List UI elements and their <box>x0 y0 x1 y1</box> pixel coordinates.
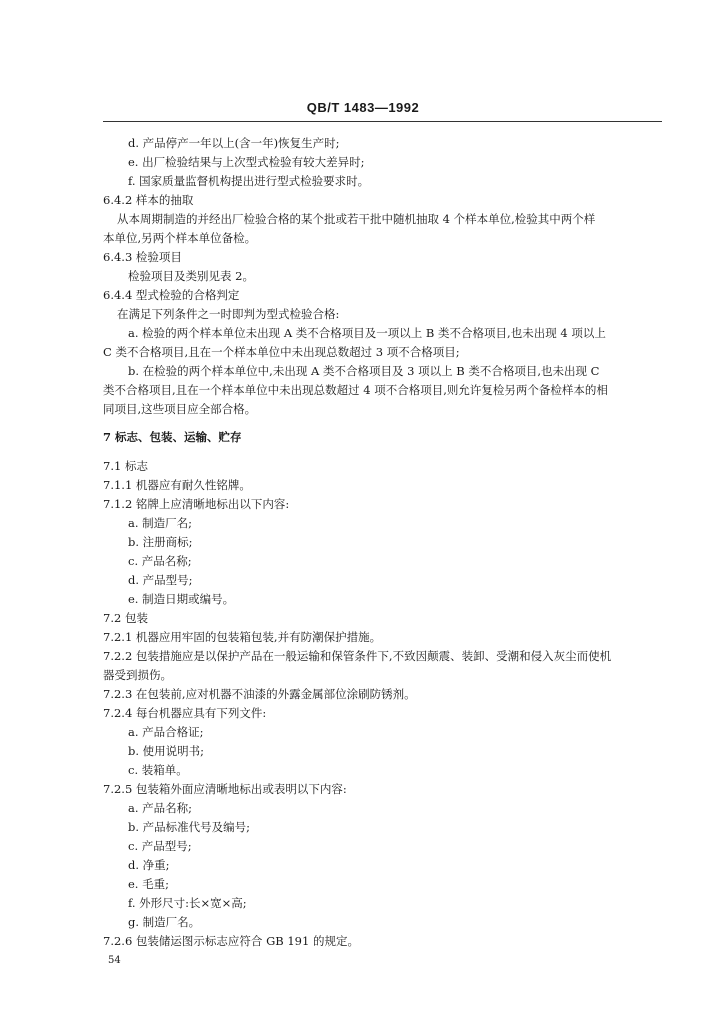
text-line: e. 制造日期或编号。 <box>128 592 235 606</box>
text-line: b. 产品标准代号及编号; <box>128 820 251 834</box>
text-line: f. 国家质量监督机构提出进行型式检验要求时。 <box>128 174 370 188</box>
text-line: 6.4.3 检验项目 <box>103 250 182 264</box>
text-line: b. 使用说明书; <box>128 744 205 758</box>
text-line: a. 产品名称; <box>128 801 193 815</box>
text-line: 7.1.1 机器应有耐久性铭牌。 <box>103 478 251 492</box>
text-line: 7.2.4 每台机器应具有下列文件: <box>103 706 267 720</box>
text-line: 本单位,另两个样本单位备检。 <box>103 231 257 245</box>
text-line: 6.4.2 样本的抽取 <box>103 193 194 207</box>
text-line: 7.2.1 机器应用牢固的包装箱包装,并有防潮保护措施。 <box>103 630 382 644</box>
standard-header: QB/T 1483—1992 <box>306 100 420 115</box>
text-line: d. 产品停产一年以上(含一年)恢复生产时; <box>128 136 340 150</box>
text-line: e. 毛重; <box>128 877 169 891</box>
text-line: b. 在检验的两个样本单位中,未出现 A 类不合格项目及 3 项以上 B 类不合格项目,也未出现 C <box>128 364 600 378</box>
text-line: f. 外形尺寸:长×宽×高; <box>128 896 247 910</box>
page-number: 54 <box>108 955 121 966</box>
text-line: 同项目,这些项目应全部合格。 <box>103 402 257 416</box>
text-line: 7.2.3 在包装前,应对机器不油漆的外露金属部位涂刷防锈剂。 <box>103 687 416 701</box>
section-heading: 7 标志、包装、运输、贮存 <box>103 430 242 444</box>
text-line: 7.2 包装 <box>103 611 148 625</box>
text-line: d. 产品型号; <box>128 573 193 587</box>
text-line: g. 制造厂名。 <box>128 915 201 929</box>
text-line: 类不合格项目,且在一个样本单位中未出现总数超过 4 项不合格项目,则允许复检另两个备检样本的相 <box>103 383 608 397</box>
text-line: 在满足下列条件之一时即判为型式检验合格: <box>117 307 340 321</box>
text-line: c. 产品型号; <box>128 839 192 853</box>
text-line: b. 注册商标; <box>128 535 193 549</box>
text-line: 6.4.4 型式检验的合格判定 <box>103 288 240 302</box>
text-line: 7.2.6 包装储运图示标志应符合 GB 191 的规定。 <box>103 934 359 948</box>
text-line: a. 产品合格证; <box>128 725 204 739</box>
text-line: 检验项目及类别见表 2。 <box>128 269 254 283</box>
text-line: 器受到损伤。 <box>103 668 172 682</box>
text-line: 从本周期制造的并经出厂检验合格的某个批或若干批中随机抽取 4 个样本单位,检验其中两个样 <box>117 212 596 226</box>
text-line: c. 产品名称; <box>128 554 192 568</box>
text-line: c. 装箱单。 <box>128 763 188 777</box>
text-line: a. 检验的两个样本单位未出现 A 类不合格项目及一项以上 B 类不合格项目,也未出现 4 项以上 <box>128 326 606 340</box>
text-line: 7.1 标志 <box>103 459 148 473</box>
text-line: 7.2.5 包装箱外面应清晰地标出或表明以下内容: <box>103 782 347 796</box>
text-line: 7.2.2 包装措施应是以保护产品在一般运输和保管条件下,不致因颠震、装卸、受潮和侵入灰尘而使机 <box>103 649 612 663</box>
text-line: e. 出厂检验结果与上次型式检验有较大差异时; <box>128 155 365 169</box>
text-line: 7.1.2 铭牌上应清晰地标出以下内容: <box>103 497 290 511</box>
text-line: d. 净重; <box>128 858 170 872</box>
text-line: C 类不合格项目,且在一个样本单位中未出现总数超过 3 项不合格项目; <box>103 345 460 359</box>
header-rule <box>103 121 662 122</box>
text-line: a. 制造厂名; <box>128 516 193 530</box>
